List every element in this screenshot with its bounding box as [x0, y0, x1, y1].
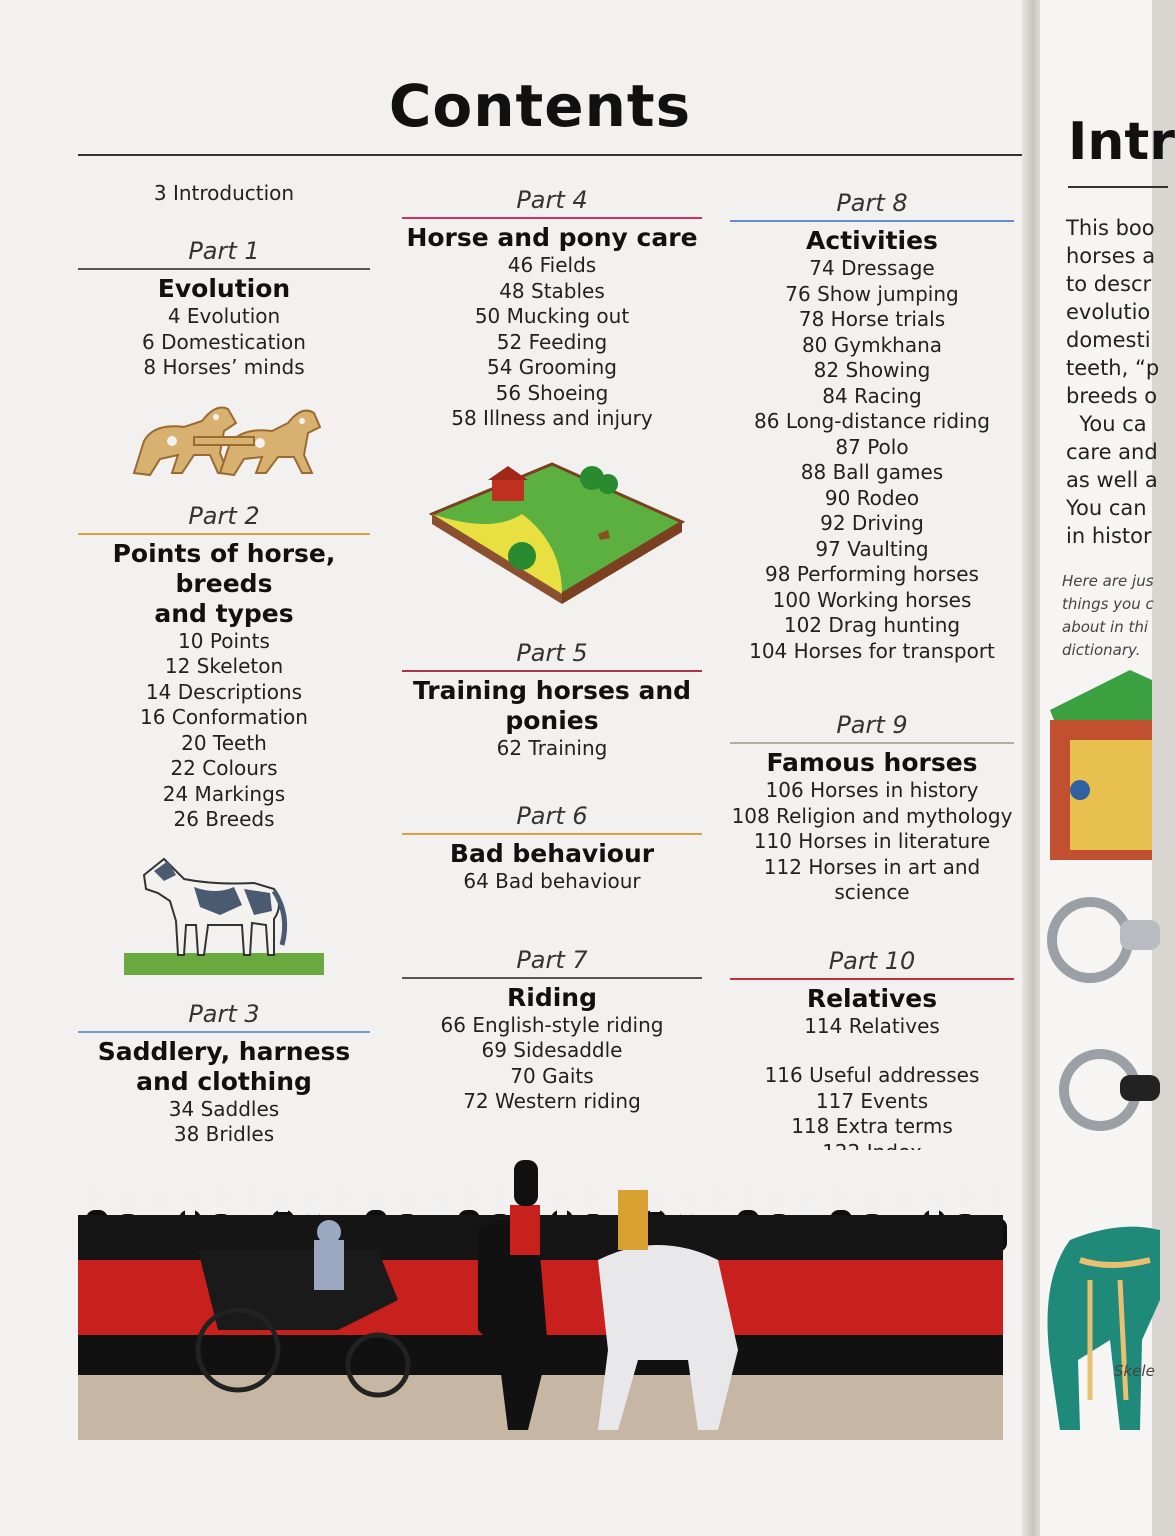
- guardsman-plume: [836, 1186, 846, 1206]
- toc-entry[interactable]: 22 Colours: [170, 756, 278, 780]
- part-label: Part 5: [516, 638, 588, 667]
- skeleton-illustration: [1030, 1200, 1160, 1440]
- toc-entry[interactable]: 34 Saddles: [168, 1096, 280, 1121]
- toc-entry[interactable]: 10 Points: [178, 628, 270, 653]
- part-rule: [730, 742, 1014, 744]
- toc-entry[interactable]: 16 Conformation: [140, 705, 308, 729]
- part-heading: Evolution: [157, 274, 291, 303]
- guardsman-plume: [92, 1186, 102, 1206]
- next-page-edge: [1040, 0, 1175, 1536]
- toc-entry[interactable]: 74 Dressage: [809, 256, 935, 280]
- guardsman-plume: [433, 1195, 443, 1215]
- caption-line: dictionary.: [1062, 641, 1141, 659]
- text-line: teeth, “p: [1066, 356, 1160, 380]
- guardsman-plume: [588, 1186, 598, 1206]
- part-label: Part 2: [188, 501, 260, 530]
- toc-entry[interactable]: 56 Shoeing: [495, 380, 609, 405]
- text-line: to descr: [1066, 272, 1152, 296]
- bit-illustration: [1040, 880, 1152, 1140]
- guardsman-plume: [123, 1189, 133, 1209]
- toc-entry[interactable]: 90 Rodeo: [824, 485, 920, 510]
- page-title: Contents: [388, 72, 692, 140]
- toc-entry[interactable]: 52 Feeding: [496, 329, 608, 354]
- column-1: [78, 180, 370, 1199]
- guardsman-plume: [371, 1189, 381, 1209]
- guardsman-plume: [185, 1195, 195, 1215]
- toc-entry[interactable]: 110 Horses in literature: [753, 829, 991, 853]
- text-line: as well a: [1066, 468, 1158, 492]
- text-line: You can: [1066, 496, 1147, 520]
- toc-entry[interactable]: 14 Descriptions: [145, 679, 303, 704]
- guardsman-plume: [309, 1195, 319, 1215]
- part-rule: [402, 833, 702, 835]
- paddock-illustration: [412, 444, 692, 604]
- guardsman-plume: [712, 1186, 722, 1206]
- part-label: Part 3: [188, 999, 260, 1028]
- next-page-text: [1066, 214, 1159, 550]
- toc-entry[interactable]: 87 Polo: [835, 434, 909, 459]
- text-line: This boo: [1066, 216, 1155, 240]
- toc-entry[interactable]: 72 Western riding: [463, 1089, 641, 1113]
- toc-entry[interactable]: 6 Domestication: [142, 329, 306, 354]
- part-heading: Relatives: [806, 983, 938, 1013]
- guardsman-plume: [247, 1189, 257, 1209]
- text-line: domesti: [1066, 328, 1151, 352]
- part-heading: and types: [154, 598, 294, 628]
- toc-entry[interactable]: science: [834, 880, 910, 904]
- next-page-caption: [1062, 570, 1154, 662]
- toc-entry[interactable]: 98 Performing horses: [765, 562, 979, 586]
- part-rule: [78, 533, 370, 535]
- toc-entry[interactable]: 114 Relatives: [804, 1013, 940, 1038]
- guardsman-plume: [154, 1192, 164, 1212]
- text-line: You ca: [1066, 412, 1147, 436]
- toc-entry[interactable]: 82 Showing: [813, 358, 931, 382]
- paint-horse-illustration: [124, 845, 324, 975]
- toc-entry[interactable]: 88 Ball games: [800, 460, 944, 484]
- toc-part-7: [402, 945, 702, 1115]
- toc-part-8: [730, 188, 1014, 664]
- guardsman-plume: [929, 1195, 939, 1215]
- toc-part-2: [78, 501, 370, 833]
- part-heading: Saddlery, harness: [97, 1036, 351, 1066]
- text-line: horses a: [1066, 244, 1156, 268]
- toc-entry[interactable]: 117 Events: [815, 1088, 929, 1113]
- text-line: care and: [1066, 440, 1158, 464]
- toc-entry[interactable]: 26 Breeds: [173, 807, 275, 831]
- horse-brooch-illustration: [124, 393, 324, 485]
- part-rule: [402, 217, 702, 219]
- part-rule: [402, 670, 702, 672]
- part-rule: [78, 268, 370, 270]
- caption-line: Here are jus: [1062, 572, 1154, 590]
- toc-entry[interactable]: 12 Skeleton: [164, 654, 284, 678]
- guardsman-plume: [960, 1186, 970, 1206]
- guardsman-plume: [650, 1192, 660, 1212]
- toc-entry[interactable]: 4 Evolution: [167, 304, 281, 328]
- guardsman-plume: [991, 1189, 1001, 1209]
- part-heading: Horse and pony care: [406, 223, 698, 252]
- parade-photo: [78, 1150, 1003, 1440]
- toc-part-9: [730, 710, 1014, 906]
- toc-entry[interactable]: 38 Bridles: [173, 1122, 275, 1146]
- toc-entry[interactable]: 100 Working horses: [772, 587, 972, 612]
- part-rule: [730, 978, 1014, 980]
- caption-line: about in thi: [1062, 618, 1149, 636]
- guardsman-plume: [557, 1195, 567, 1215]
- toc-entry[interactable]: 46 Fields: [507, 253, 597, 277]
- guardsman-plume: [805, 1195, 815, 1215]
- part-rule: [402, 977, 702, 979]
- part-heading: Training horses and: [412, 675, 692, 705]
- toc-part-4: [402, 185, 702, 432]
- guardsman-plume: [402, 1192, 412, 1212]
- part-heading: Points of horse, breeds: [112, 538, 336, 598]
- toc-entry[interactable]: 20 Teeth: [181, 730, 267, 755]
- part-heading: and clothing: [136, 1066, 312, 1096]
- part-label: Part 7: [516, 945, 588, 974]
- part-label: Part 10: [828, 946, 916, 975]
- guardsman-plume: [681, 1195, 691, 1215]
- part-rule: [78, 1031, 370, 1033]
- part-label: Part 8: [836, 189, 908, 217]
- column-2: [402, 185, 702, 1115]
- guardsman-plume: [278, 1192, 288, 1212]
- guardsman-plume: [867, 1189, 877, 1209]
- part-heading: Riding: [507, 982, 597, 1012]
- toc-entry[interactable]: 69 Sidesaddle: [481, 1038, 623, 1062]
- part-heading: ponies: [505, 705, 599, 735]
- toc-part-1: [78, 236, 370, 381]
- toc-entry[interactable]: 116 Useful addresses: [764, 1063, 980, 1087]
- toc-part-5: [402, 638, 702, 762]
- toc-entry[interactable]: 66 English-style riding: [440, 1012, 664, 1037]
- guardsman-plume: [898, 1192, 908, 1212]
- toc-entry[interactable]: 112 Horses in art and: [763, 854, 981, 879]
- part-label: Part 9: [836, 711, 908, 739]
- toc-entry[interactable]: 92 Driving: [820, 511, 924, 535]
- toc-entry[interactable]: 54 Grooming: [487, 355, 617, 379]
- toc-part-6: [402, 801, 702, 895]
- toc-entry[interactable]: 80 Gymkhana: [801, 332, 943, 357]
- toc-entry[interactable]: 58 Illness and injury: [451, 406, 653, 430]
- toc-entry[interactable]: 8 Horses’ minds: [143, 355, 305, 379]
- part-heading: Famous horses: [766, 748, 978, 777]
- toc-entry[interactable]: 102 Drag hunting: [783, 613, 961, 637]
- text-line: in histor: [1066, 524, 1152, 548]
- title-divider: [78, 154, 1023, 156]
- part-heading: Activities: [806, 226, 938, 255]
- text-line: evolutio: [1066, 300, 1151, 324]
- toc-entry[interactable]: 64 Bad behaviour: [463, 869, 641, 893]
- skeleton-caption: Skele: [1114, 1362, 1155, 1380]
- toc-entry[interactable]: 84 Racing: [822, 383, 922, 408]
- guardsman-plume: [774, 1192, 784, 1212]
- caption-line: things you c: [1062, 595, 1154, 613]
- part-heading: Bad behaviour: [449, 839, 655, 868]
- toc-entry[interactable]: 24 Markings: [162, 781, 286, 806]
- toc-entry[interactable]: 70 Gaits: [510, 1063, 594, 1088]
- part-label: Part 6: [516, 802, 588, 830]
- column-3: [730, 188, 1014, 1165]
- guardsman-plume: [464, 1186, 474, 1206]
- guardsman-plume: [743, 1189, 753, 1209]
- next-page-title: Intr: [1068, 112, 1175, 172]
- toc-entry[interactable]: 104 Horses for transport: [749, 638, 995, 663]
- guardsman-plume: [495, 1189, 505, 1209]
- toc-entry[interactable]: 86 Long-distance riding: [754, 409, 990, 433]
- toc-intro[interactable]: 3 Introduction: [153, 181, 295, 205]
- part-label: Part 4: [516, 186, 588, 214]
- toc-entry[interactable]: 76 Show jumping: [785, 281, 959, 306]
- toc-entry[interactable]: 106 Horses in history: [765, 778, 979, 802]
- toc-part-10: [730, 946, 1014, 1040]
- toc-entry[interactable]: 97 Vaulting: [815, 536, 929, 561]
- toc-entry[interactable]: 108 Religion and mythology: [731, 803, 1013, 828]
- stable-illustration: [1040, 660, 1152, 860]
- toc-entry[interactable]: 118 Extra terms: [791, 1114, 953, 1138]
- guardsman-plume: [216, 1186, 226, 1206]
- toc-entry[interactable]: 50 Mucking out: [474, 304, 630, 328]
- part-label: Part 1: [188, 237, 260, 265]
- toc-entry[interactable]: 48 Stables: [499, 278, 605, 303]
- toc-entry[interactable]: 62 Training: [496, 735, 608, 760]
- next-page-divider: [1068, 186, 1168, 188]
- text-line: breeds o: [1066, 384, 1158, 408]
- toc-entry[interactable]: 78 Horse trials: [798, 307, 946, 331]
- guardsman-plume: [340, 1186, 350, 1206]
- part-rule: [730, 220, 1014, 222]
